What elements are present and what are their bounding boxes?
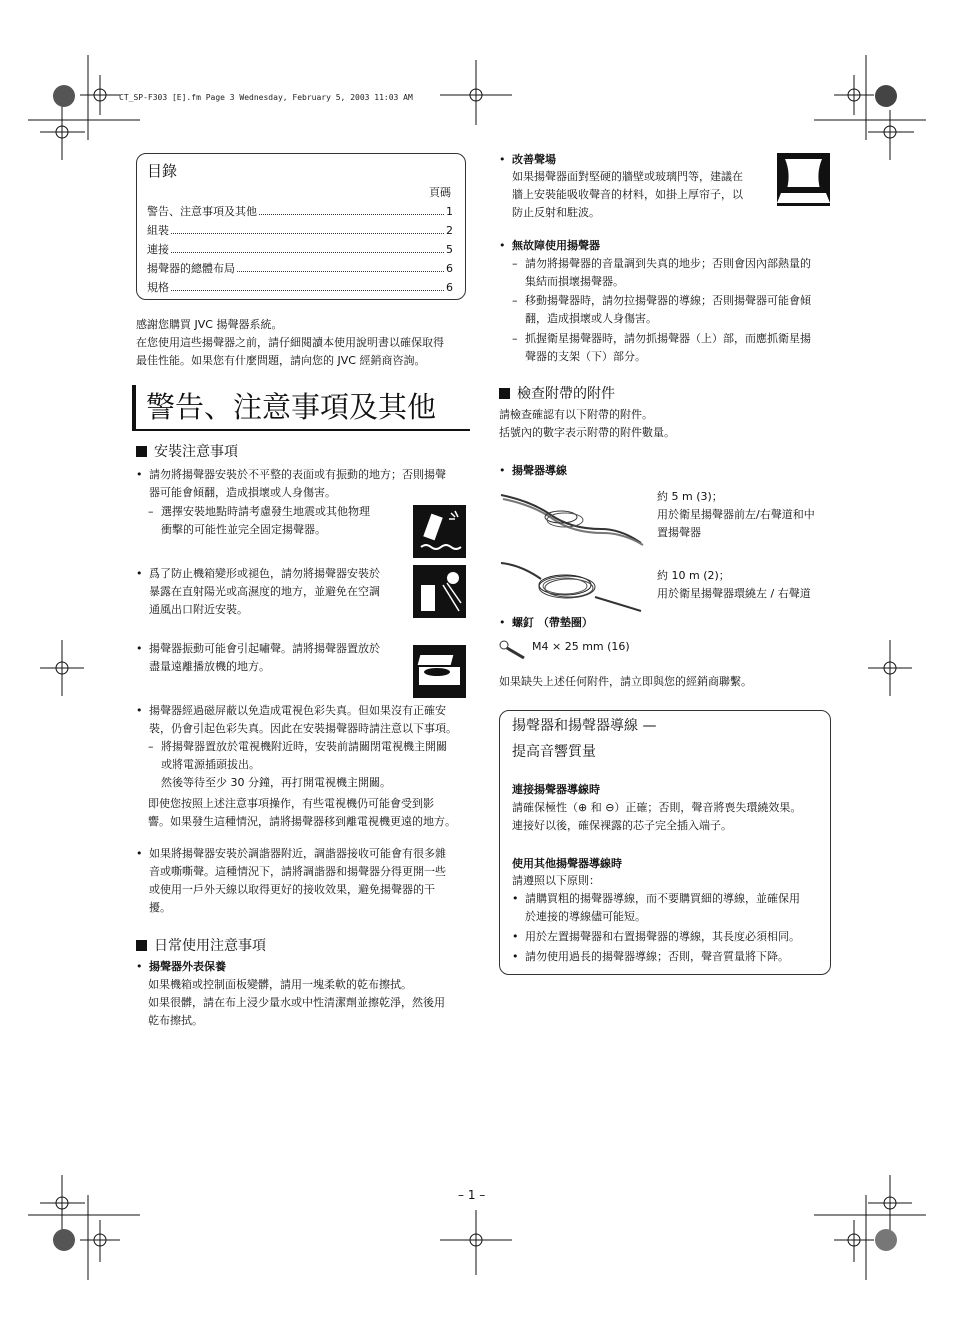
box-subheading: 使用其他揚聲器導線時 bbox=[512, 857, 622, 870]
curtain-room-icon bbox=[777, 153, 830, 206]
screw-icon bbox=[499, 639, 527, 661]
sunlight-humidity-icon bbox=[413, 565, 466, 618]
paragraph: 約 10 m (2)； 用於衛星揚聲器環繞左 / 右聲道 bbox=[657, 569, 811, 600]
intro-line: 在您使用這些揚聲器之前，請仔細閱讀本使用說明書以確保取得 bbox=[136, 336, 444, 349]
paragraph: 請檢查確認有以下附帶的附件。 括號內的數字表示附帶的附件數量。 bbox=[499, 408, 675, 439]
paragraph: 請遵照以下原則： bbox=[512, 874, 600, 887]
list-item: • 揚聲器振動可能會引起嘯聲。請將揚聲器置放於 盡量遠離播放機的地方。 bbox=[136, 642, 380, 673]
list-item: • 請勿將揚聲器安裝於不平整的表面或有振動的地方；否則揚聲 器可能會傾翻，造成損壞或人身傷害。 bbox=[136, 468, 446, 499]
section-heading-accessories: 檢查附帶的附件 bbox=[499, 383, 615, 403]
paragraph: 如果揚聲器面對堅硬的牆壁或玻璃門等，建議在 牆上安裝能吸收聲音的材料，如掛上厚帘子，以 防止反射和駐波。 bbox=[512, 170, 743, 219]
list-item: • 揚聲器經過磁屏蔽以免造成電視色彩失真。但如果沒有正確安 裝，仍會引起色彩失真。因此在安裝揚聲器時請注意以下事項。 bbox=[136, 704, 457, 735]
turntable-icon bbox=[413, 645, 466, 698]
main-title: 警告、注意事項及其他 bbox=[146, 390, 437, 424]
toc-entry: 警告、注意事項及其他 1 bbox=[147, 205, 453, 218]
list-item: • 用於左置揚聲器和右置揚聲器的導線，其長度必須相同。 bbox=[512, 930, 800, 943]
list-item: • 揚聲器外表保養 bbox=[136, 960, 226, 973]
toc-entry: 規格 6 bbox=[147, 281, 453, 294]
intro-line: 感謝您購買 JVC 揚聲器系統。 bbox=[136, 318, 283, 331]
list-item: • 請勿使用過長的揚聲器導線；否則，聲音質量將下降。 bbox=[512, 950, 789, 963]
list-item: • 如果將揚聲器安裝於調諧器附近，調諧器接收可能會有很多雜 音或嘶嘶聲。這種情況下，請將調諧器和揚聲器分得更開一些 或使用一戶外天線以取得更好的接收效果，避免揚聲器的干 擾。 bbox=[136, 847, 446, 914]
section-heading-install: 安裝注意事項 bbox=[136, 441, 238, 461]
toc-entry: 連接 5 bbox=[147, 243, 453, 256]
box-title: 提高音響質量 bbox=[512, 744, 596, 760]
list-item: – 移動揚聲器時，請勿拉揚聲器的導線；否則揚聲器可能會傾 翻，造成損壞或人身傷害。 bbox=[512, 294, 811, 325]
paragraph: 即使您按照上述注意事項操作，有些電視機仍可能會受到影 響。如果發生這種情況，請將揚聲器移到離電視機更遠的地方。 bbox=[148, 797, 456, 828]
paragraph: 如果機箱或控制面板變髒，請用一塊柔軟的乾布擦拭。 如果很髒，請在布上浸少量水或中性清潔劑並擦乾淨，然後用 乾布擦拭。 bbox=[148, 978, 445, 1027]
page-number: – 1 – bbox=[458, 1188, 486, 1202]
list-item: – 將揚聲器置放於電視機附近時，安裝前請關閉電視機主開關 或將電源插頭拔出。 然後等待至少 30 分鐘，再打開電視機主開關。 bbox=[148, 740, 447, 789]
paragraph: 請確保極性（⊕ 和 ⊖）正確；否則，聲音將喪失環繞效果。 連接好以後，確保裸露的芯子完全插入端子。 bbox=[512, 801, 802, 832]
list-item: – 選擇安裝地點時請考慮發生地震或其他物理 衝擊的可能性並完全固定揚聲器。 bbox=[148, 505, 370, 536]
earthquake-icon bbox=[413, 505, 466, 558]
list-item: • 螺釘 （帶墊圈） bbox=[499, 616, 593, 629]
list-item: • 請購買粗的揚聲器導線，而不要購買細的導線，並確保用 於連接的導線儘可能短。 bbox=[512, 892, 800, 923]
list-item: – 抓握衛星揚聲器時，請勿抓揚聲器（上）部，而應抓衛星揚 聲器的支架（下）部分。 bbox=[512, 332, 811, 363]
main-title-block bbox=[132, 385, 470, 431]
box-title: 揚聲器和揚聲器導線 — bbox=[512, 718, 657, 734]
intro-line: 最佳性能。如果您有什麼問題，請向您的 JVC 經銷商咨詢。 bbox=[136, 354, 426, 367]
list-item: – 請勿將揚聲器的音量調到失真的地步；否則會因內部熱量的 集結而損壞揚聲器。 bbox=[512, 257, 811, 288]
box-subheading: 連接揚聲器導線時 bbox=[512, 783, 600, 796]
speaker-cord-5m-illustration bbox=[499, 487, 644, 547]
list-item: • 無故障使用揚聲器 bbox=[499, 239, 600, 252]
file-header-line: CT_SP-F303 [E].fm Page 3 Wednesday, February 5, 2003 11:03 AM bbox=[119, 93, 413, 102]
toc-title: 目錄 bbox=[147, 162, 178, 180]
toc-entry: 揚聲器的總體布局 6 bbox=[147, 262, 453, 275]
screw-spec: M4 × 25 mm (16) bbox=[532, 640, 630, 653]
speaker-cord-10m-illustration bbox=[499, 553, 644, 615]
paragraph: 約 5 m (3)； 用於衛星揚聲器前左/右聲道和中 置揚聲器 bbox=[657, 490, 815, 539]
paragraph: 如果缺失上述任何附件，請立即與您的經銷商聯繫。 bbox=[499, 675, 752, 688]
toc-box bbox=[136, 153, 466, 300]
section-heading-daily: 日常使用注意事項 bbox=[136, 935, 266, 955]
list-item: • 揚聲器導線 bbox=[499, 464, 567, 477]
toc-entry: 組裝 2 bbox=[147, 224, 453, 237]
toc-page-header: 頁碼 bbox=[429, 186, 451, 199]
list-item: • 改善聲場 bbox=[499, 153, 556, 166]
list-item: • 爲了防止機箱變形或褪色，請勿將揚聲器安裝於 暴露在直射陽光或高濕度的地方，並避免在空調 通風出口附近安裝。 bbox=[136, 567, 380, 616]
